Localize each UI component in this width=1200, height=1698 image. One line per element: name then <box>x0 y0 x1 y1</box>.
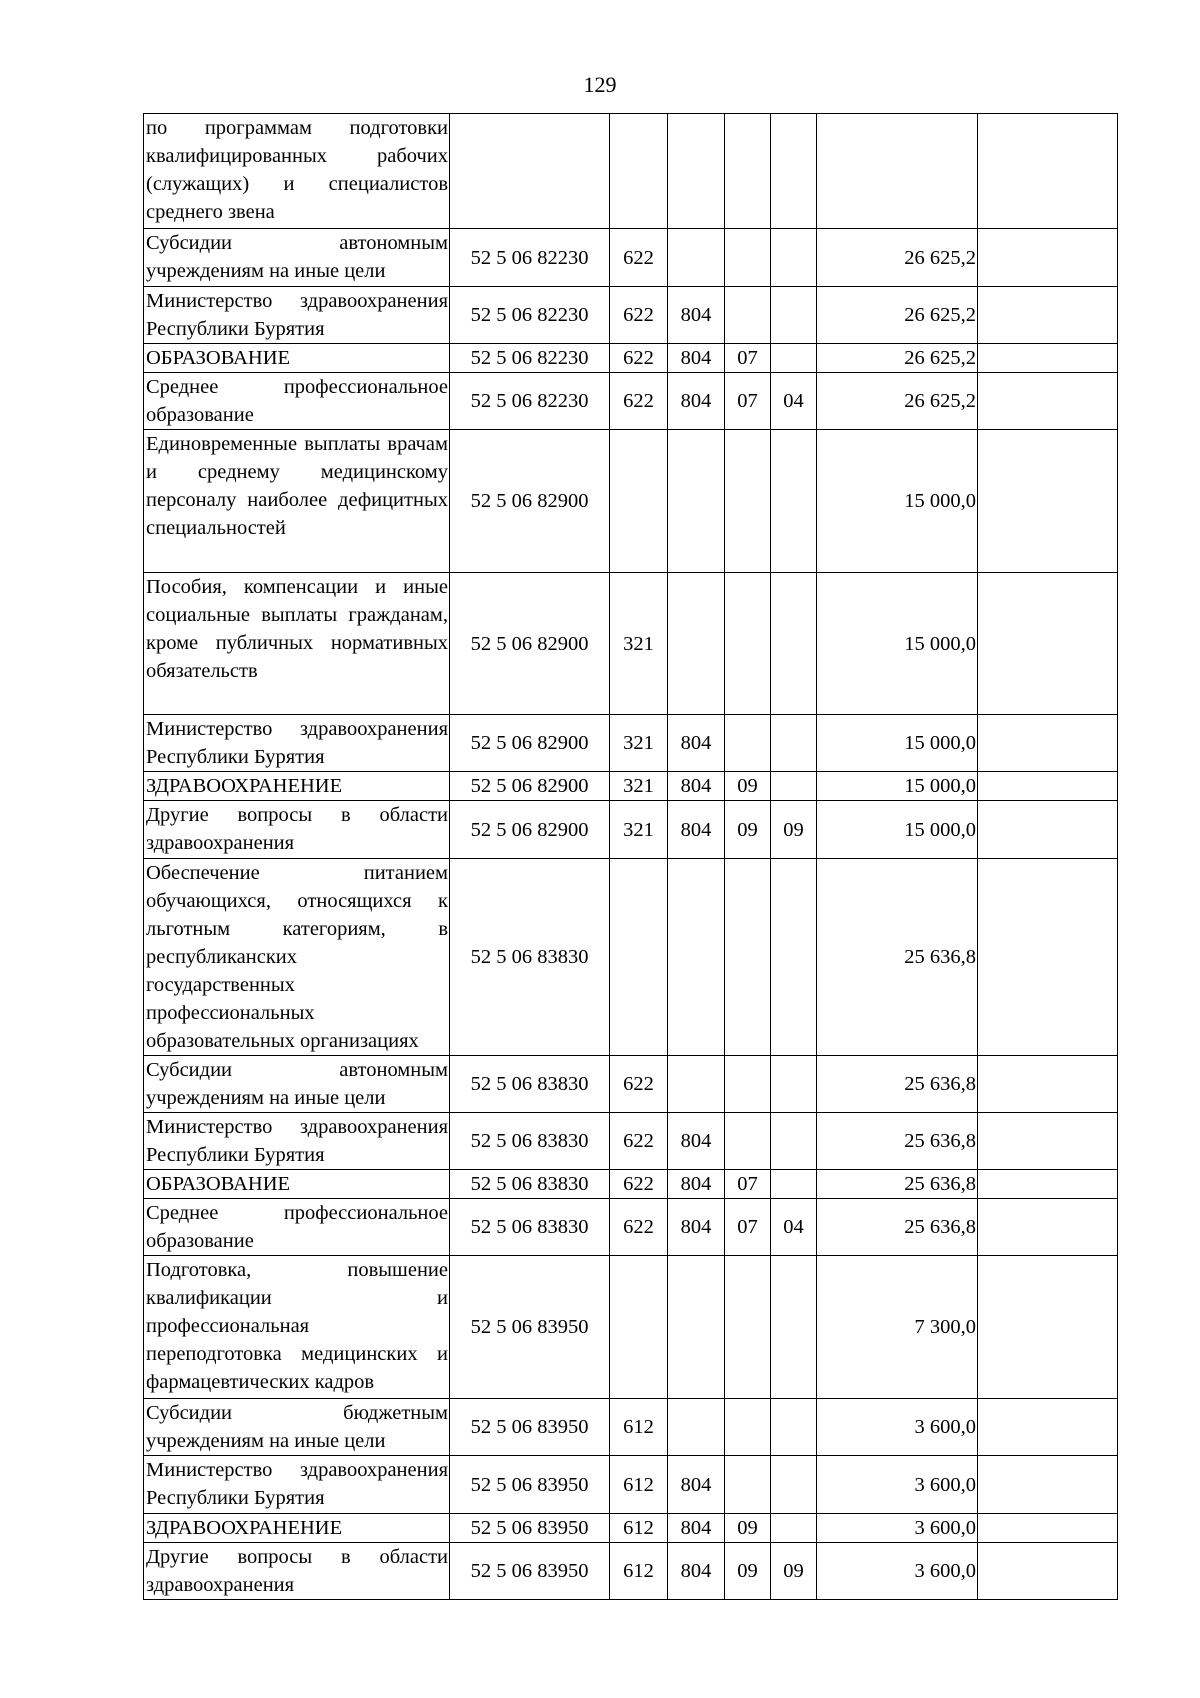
section-code-cell <box>725 229 771 287</box>
expense-type-cell <box>610 859 668 1056</box>
empty-cell <box>978 1113 1118 1170</box>
table-row <box>144 229 1118 287</box>
empty-cell <box>978 114 1118 229</box>
row-name-cell: Среднее профессиональное образование <box>144 1199 450 1256</box>
table-row <box>144 114 1118 229</box>
section-code-cell: 09 <box>725 772 771 801</box>
table-row <box>144 859 1118 1056</box>
department-code-cell: 804 <box>668 287 725 344</box>
expense-type-cell: 612 <box>610 1543 668 1600</box>
amount-cell: 3 600,0 <box>817 1456 978 1514</box>
empty-cell <box>978 772 1118 801</box>
section-code-cell <box>725 1056 771 1113</box>
target-code-cell: 52 5 06 82900 <box>450 772 610 801</box>
department-code-cell <box>668 573 725 715</box>
row-name-cell: ЗДРАВООХРАНЕНИЕ <box>144 772 450 801</box>
amount-cell: 25 636,8 <box>817 859 978 1056</box>
section-code-cell <box>725 859 771 1056</box>
row-name-cell: по программам подготовки квалифицированных рабочих (служащих) и специалистов среднего звена <box>144 114 450 229</box>
expense-type-cell: 321 <box>610 573 668 715</box>
table-row <box>144 1514 1118 1543</box>
section-code-cell <box>725 1456 771 1514</box>
empty-cell <box>978 1170 1118 1199</box>
section-code-cell <box>725 287 771 344</box>
amount-cell: 26 625,2 <box>817 373 978 430</box>
expense-type-cell: 612 <box>610 1399 668 1456</box>
row-name-cell: Субсидии автономным учреждениям на иные цели <box>144 1056 450 1113</box>
table-body <box>144 114 1118 1600</box>
row-name-cell: Субсидии автономным учреждениям на иные цели <box>144 229 450 287</box>
section-code-cell <box>725 1113 771 1170</box>
subsection-code-cell <box>771 430 817 573</box>
row-name-cell: Министерство здравоохранения Республики Бурятия <box>144 715 450 772</box>
target-code-cell: 52 5 06 83830 <box>450 1113 610 1170</box>
table-row <box>144 430 1118 573</box>
department-code-cell: 804 <box>668 373 725 430</box>
empty-cell <box>978 344 1118 373</box>
target-code-cell: 52 5 06 83830 <box>450 1056 610 1113</box>
amount-cell: 3 600,0 <box>817 1543 978 1600</box>
section-code-cell <box>725 1256 771 1399</box>
subsection-code-cell <box>771 229 817 287</box>
subsection-code-cell <box>771 772 817 801</box>
empty-cell <box>978 1399 1118 1456</box>
subsection-code-cell <box>771 1113 817 1170</box>
target-code-cell: 52 5 06 83830 <box>450 859 610 1056</box>
section-code-cell: 07 <box>725 1199 771 1256</box>
target-code-cell: 52 5 06 82900 <box>450 430 610 573</box>
amount-cell: 15 000,0 <box>817 715 978 772</box>
expense-type-cell <box>610 114 668 229</box>
section-code-cell <box>725 715 771 772</box>
department-code-cell <box>668 1399 725 1456</box>
expense-type-cell <box>610 430 668 573</box>
table-row <box>144 373 1118 430</box>
subsection-code-cell <box>771 344 817 373</box>
page-number: 129 <box>583 72 617 97</box>
amount-cell: 15 000,0 <box>817 573 978 715</box>
target-code-cell: 52 5 06 82230 <box>450 344 610 373</box>
subsection-code-cell <box>771 114 817 229</box>
row-name-cell: Единовременные выплаты врачам и среднему медицинскому персоналу наиболее дефицитных специальностей <box>144 430 450 573</box>
expense-type-cell: 622 <box>610 1113 668 1170</box>
department-code-cell: 804 <box>668 1199 725 1256</box>
target-code-cell: 52 5 06 83950 <box>450 1399 610 1456</box>
expense-type-cell: 612 <box>610 1456 668 1514</box>
department-code-cell: 804 <box>668 1543 725 1600</box>
section-code-cell <box>725 573 771 715</box>
department-code-cell: 804 <box>668 772 725 801</box>
empty-cell <box>978 715 1118 772</box>
empty-cell <box>978 859 1118 1056</box>
target-code-cell <box>450 114 610 229</box>
expense-type-cell: 612 <box>610 1514 668 1543</box>
table-row <box>144 1056 1118 1113</box>
row-name-cell: ОБРАЗОВАНИЕ <box>144 344 450 373</box>
amount-cell: 15 000,0 <box>817 430 978 573</box>
amount-cell <box>817 114 978 229</box>
target-code-cell: 52 5 06 82230 <box>450 229 610 287</box>
table-row <box>144 1170 1118 1199</box>
row-name-cell: Пособия, компенсации и иные социальные выплаты гражданам, кроме публичных нормативных обязательств <box>144 573 450 715</box>
department-code-cell <box>668 1256 725 1399</box>
target-code-cell: 52 5 06 83950 <box>450 1256 610 1399</box>
amount-cell: 25 636,8 <box>817 1170 978 1199</box>
amount-cell: 15 000,0 <box>817 772 978 801</box>
empty-cell <box>978 1514 1118 1543</box>
expense-type-cell: 622 <box>610 1170 668 1199</box>
target-code-cell: 52 5 06 83950 <box>450 1543 610 1600</box>
row-name-cell: Другие вопросы в области здравоохранения <box>144 1543 450 1600</box>
department-code-cell: 804 <box>668 1170 725 1199</box>
subsection-code-cell <box>771 1256 817 1399</box>
table-row <box>144 715 1118 772</box>
amount-cell: 25 636,8 <box>817 1056 978 1113</box>
target-code-cell: 52 5 06 82900 <box>450 715 610 772</box>
subsection-code-cell <box>771 1170 817 1199</box>
department-code-cell <box>668 1056 725 1113</box>
subsection-code-cell <box>771 287 817 344</box>
subsection-code-cell: 04 <box>771 1199 817 1256</box>
subsection-code-cell <box>771 1056 817 1113</box>
target-code-cell: 52 5 06 82900 <box>450 573 610 715</box>
section-code-cell: 07 <box>725 373 771 430</box>
department-code-cell <box>668 229 725 287</box>
table-row <box>144 1199 1118 1256</box>
row-name-cell: Министерство здравоохранения Республики Бурятия <box>144 1113 450 1170</box>
section-code-cell <box>725 114 771 229</box>
department-code-cell: 804 <box>668 801 725 859</box>
section-code-cell: 09 <box>725 1514 771 1543</box>
table-row <box>144 801 1118 859</box>
department-code-cell: 804 <box>668 1113 725 1170</box>
table-row <box>144 573 1118 715</box>
empty-cell <box>978 1199 1118 1256</box>
row-name-cell: Министерство здравоохранения Республики Бурятия <box>144 287 450 344</box>
amount-cell: 26 625,2 <box>817 344 978 373</box>
expense-type-cell: 321 <box>610 801 668 859</box>
target-code-cell: 52 5 06 82230 <box>450 373 610 430</box>
table-row <box>144 772 1118 801</box>
row-name-cell: Субсидии бюджетным учреждениям на иные цели <box>144 1399 450 1456</box>
row-name-cell: Другие вопросы в области здравоохранения <box>144 801 450 859</box>
subsection-code-cell: 09 <box>771 801 817 859</box>
section-code-cell: 07 <box>725 344 771 373</box>
expense-type-cell: 622 <box>610 1199 668 1256</box>
subsection-code-cell <box>771 1456 817 1514</box>
empty-cell <box>978 229 1118 287</box>
target-code-cell: 52 5 06 83830 <box>450 1170 610 1199</box>
amount-cell: 25 636,8 <box>817 1113 978 1170</box>
amount-cell: 3 600,0 <box>817 1514 978 1543</box>
target-code-cell: 52 5 06 83830 <box>450 1199 610 1256</box>
expense-type-cell: 622 <box>610 1056 668 1113</box>
row-name-cell: Среднее профессиональное образование <box>144 373 450 430</box>
subsection-code-cell <box>771 715 817 772</box>
section-code-cell <box>725 1399 771 1456</box>
empty-cell <box>978 573 1118 715</box>
empty-cell <box>978 1543 1118 1600</box>
amount-cell: 7 300,0 <box>817 1256 978 1399</box>
department-code-cell: 804 <box>668 715 725 772</box>
amount-cell: 15 000,0 <box>817 801 978 859</box>
expense-type-cell: 622 <box>610 373 668 430</box>
department-code-cell: 804 <box>668 1514 725 1543</box>
empty-cell <box>978 1256 1118 1399</box>
target-code-cell: 52 5 06 82900 <box>450 801 610 859</box>
row-name-cell: ЗДРАВООХРАНЕНИЕ <box>144 1514 450 1543</box>
department-code-cell: 804 <box>668 1456 725 1514</box>
table-row <box>144 1543 1118 1600</box>
expense-type-cell <box>610 1256 668 1399</box>
expense-type-cell: 622 <box>610 287 668 344</box>
table-row <box>144 1456 1118 1514</box>
empty-cell <box>978 430 1118 573</box>
table-row <box>144 287 1118 344</box>
table-row <box>144 1256 1118 1399</box>
amount-cell: 26 625,2 <box>817 229 978 287</box>
department-code-cell <box>668 430 725 573</box>
expense-type-cell: 321 <box>610 715 668 772</box>
section-code-cell <box>725 430 771 573</box>
table-row <box>144 344 1118 373</box>
subsection-code-cell <box>771 1399 817 1456</box>
table-row <box>144 1113 1118 1170</box>
subsection-code-cell <box>771 859 817 1056</box>
amount-cell: 26 625,2 <box>817 287 978 344</box>
subsection-code-cell: 04 <box>771 373 817 430</box>
empty-cell <box>978 1456 1118 1514</box>
empty-cell <box>978 801 1118 859</box>
subsection-code-cell <box>771 1514 817 1543</box>
expense-type-cell: 622 <box>610 229 668 287</box>
subsection-code-cell: 09 <box>771 1543 817 1600</box>
target-code-cell: 52 5 06 82230 <box>450 287 610 344</box>
row-name-cell: Подготовка, повышение квалификации и профессиональная переподготовка медицинских и фармацевтических кадров <box>144 1256 450 1399</box>
section-code-cell: 09 <box>725 801 771 859</box>
table-row <box>144 1399 1118 1456</box>
budget-table <box>143 113 1118 1600</box>
amount-cell: 25 636,8 <box>817 1199 978 1256</box>
row-name-cell: Обеспечение питанием обучающихся, относящихся к льготным категориям, в республиканских государственных профессиональных образовательных организациях <box>144 859 450 1056</box>
row-name-cell: ОБРАЗОВАНИЕ <box>144 1170 450 1199</box>
empty-cell <box>978 1056 1118 1113</box>
target-code-cell: 52 5 06 83950 <box>450 1456 610 1514</box>
expense-type-cell: 622 <box>610 344 668 373</box>
target-code-cell: 52 5 06 83950 <box>450 1514 610 1543</box>
department-code-cell <box>668 859 725 1056</box>
empty-cell <box>978 287 1118 344</box>
department-code-cell: 804 <box>668 344 725 373</box>
expense-type-cell: 321 <box>610 772 668 801</box>
subsection-code-cell <box>771 573 817 715</box>
section-code-cell: 09 <box>725 1543 771 1600</box>
empty-cell <box>978 373 1118 430</box>
section-code-cell: 07 <box>725 1170 771 1199</box>
amount-cell: 3 600,0 <box>817 1399 978 1456</box>
department-code-cell <box>668 114 725 229</box>
row-name-cell: Министерство здравоохранения Республики Бурятия <box>144 1456 450 1514</box>
